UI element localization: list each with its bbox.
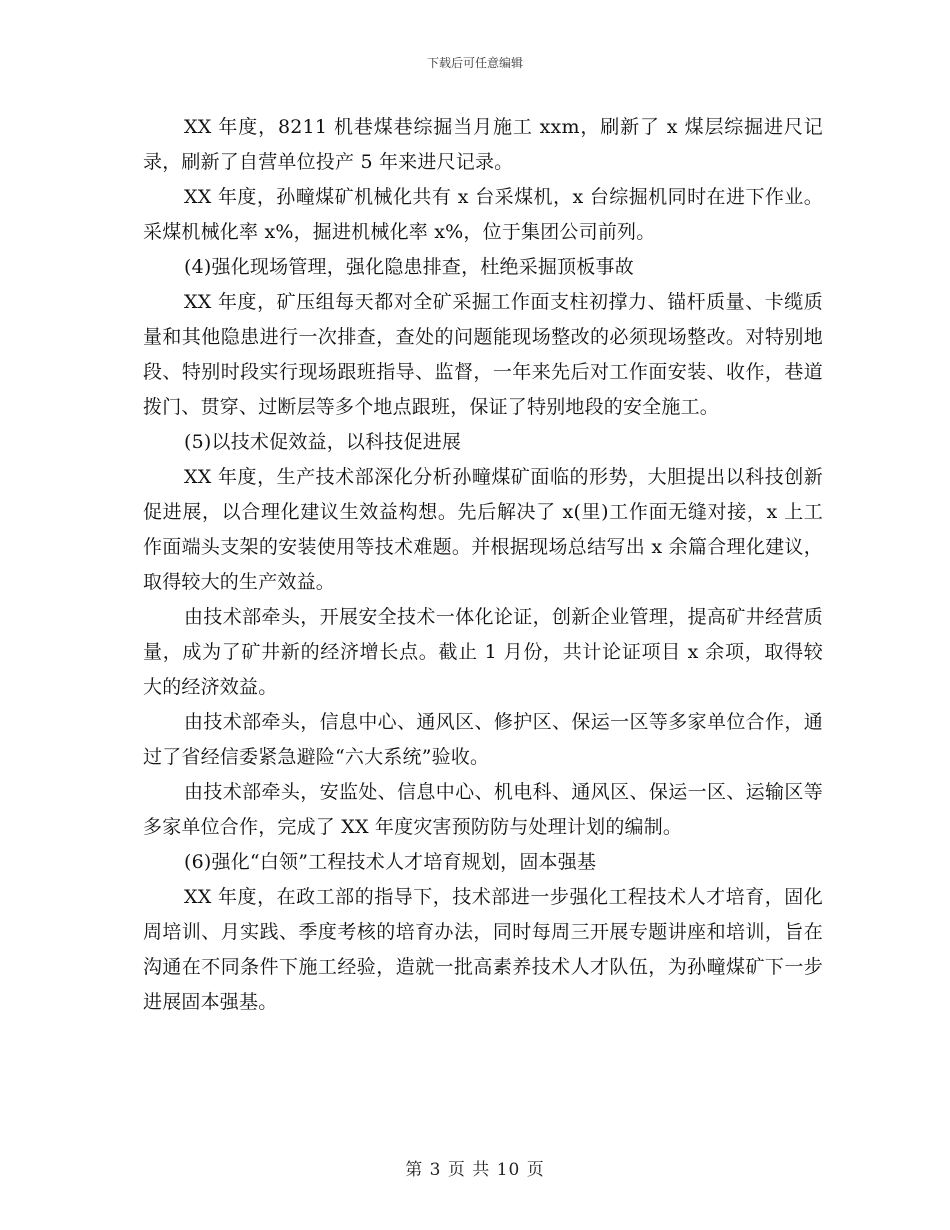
paragraph: XX 年度，8211 机巷煤巷综掘当月施工 xxm，刷新了 x 煤层综掘进尺记录，刷新了自营单位投产 5 年来进尺记录。	[143, 116, 823, 173]
section-heading: (6)强化“白领”工程技术人才培育规划，固本强基	[184, 851, 597, 873]
page-header: 下载后可任意编辑	[426, 56, 523, 70]
section-heading: (5)以技术促效益，以科技促进展	[184, 431, 462, 453]
paragraph: XX 年度，生产技术部深化分析孙疃煤矿面临的形势，大胆提出以科技创新促进展，以合理化建议生效益构想。先后解决了 x(里)工作面无缝对接，x 上工作面端头支架的安装使用等技术难题。并根据现场总结写出 x 余篇合理化建议，取得较大的生产效益。	[143, 466, 823, 593]
paragraph: XX 年度，在政工部的指导下，技术部进一步强化工程技术人才培育，固化周培训、月实践、季度考核的培育办法，同时每周三开展专题讲座和培训，旨在沟通在不同条件下施工经验，造就一批高素养技术人才队伍，为孙疃煤矿下一步进展固本强基。	[143, 886, 823, 1013]
paragraph: XX 年度，矿压组每天都对全矿采掘工作面支柱初撑力、锚杆质量、卡缆质量和其他隐患进行一次排查，查处的问题能现场整改的必须现场整改。对特别地段、特别时段实行现场跟班指导、监督，一年来先后对工作面安装、收作，巷道拨门、贯穿、过断层等多个地点跟班，保证了特别地段的安全施工。	[143, 291, 823, 418]
section-heading: (4)强化现场管理，强化隐患排查，杜绝采掘顶板事故	[184, 256, 634, 278]
page-number-footer: 第 3 页 共 10 页	[405, 1160, 545, 1180]
document-body	[143, 110, 823, 1020]
paragraph: 由技术部牵头，信息中心、通风区、修护区、保运一区等多家单位合作，通过了省经信委紧急避险“六大系统”验收。	[143, 711, 823, 768]
paragraph: XX 年度，孙疃煤矿机械化共有 x 台采煤机，x 台综掘机同时在进下作业。采煤机械化率 x%，掘进机械化率 x%，位于集团公司前列。	[143, 186, 823, 243]
paragraph: 由技术部牵头，开展安全技术一体化论证，创新企业管理，提高矿井经营质量，成为了矿井新的经济增长点。截止 1 月份，共计论证项目 x 余项，取得较大的经济效益。	[143, 606, 823, 698]
paragraph: 由技术部牵头，安监处、信息中心、机电科、通风区、保运一区、运输区等多家单位合作，完成了 XX 年度灾害预防防与处理计划的编制。	[143, 781, 823, 838]
